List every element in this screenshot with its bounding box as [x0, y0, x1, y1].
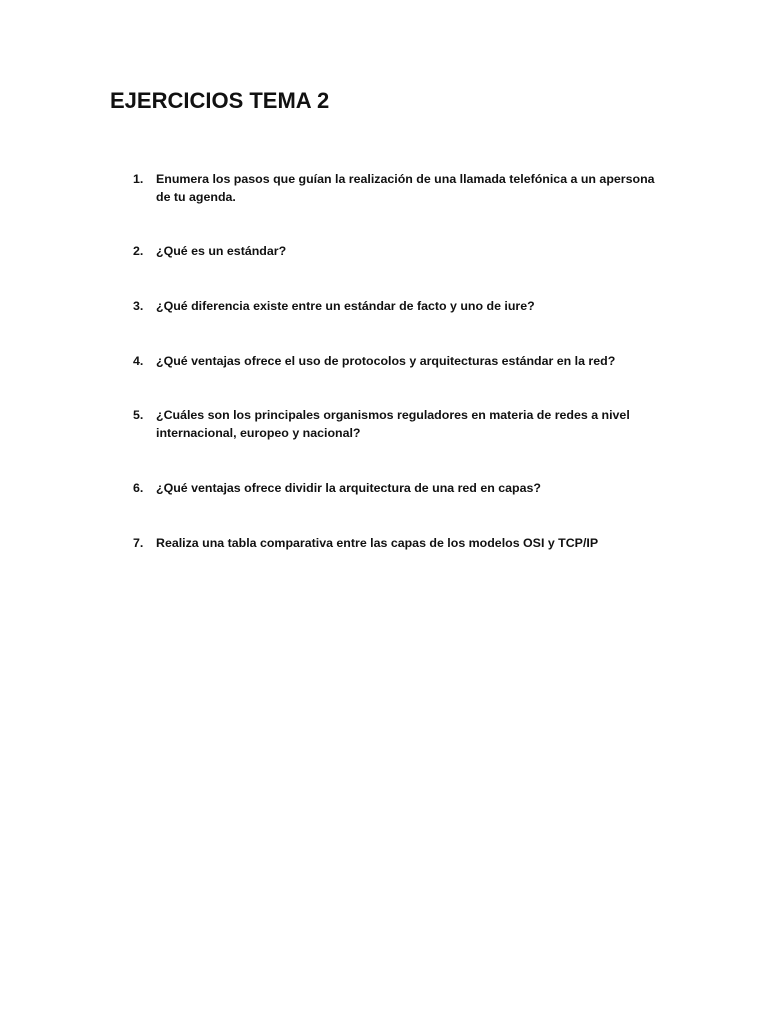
item-text: ¿Qué ventajas ofrece dividir la arquitectura de una red en capas? [156, 481, 541, 495]
item-text: ¿Qué ventajas ofrece el uso de protocolos y arquitecturas estándar en la red? [156, 354, 616, 368]
item-text: ¿Qué es un estándar? [156, 244, 287, 258]
item-text: Realiza una tabla comparativa entre las capas de los modelos OSI y TCP/IP [156, 536, 599, 550]
item-number: 4. [133, 354, 144, 368]
item-text: Enumera los pasos que guían la realización de una llamada telefónica a un apersona de tu agenda. [156, 172, 655, 204]
item-number: 1. [133, 172, 144, 186]
item-text: ¿Cuáles son los principales organismos reguladores en materia de redes a nivel internacional, europeo y nacional? [156, 408, 630, 440]
item-number: 2. [133, 244, 144, 258]
page-title: EJERCICIOS TEMA 2 [110, 88, 330, 113]
item-number: 5. [133, 408, 144, 422]
item-number: 7. [133, 536, 144, 550]
item-number: 3. [133, 299, 144, 313]
item-text: ¿Qué diferencia existe entre un estándar de facto y uno de iure? [156, 299, 535, 313]
item-number: 6. [133, 481, 144, 495]
